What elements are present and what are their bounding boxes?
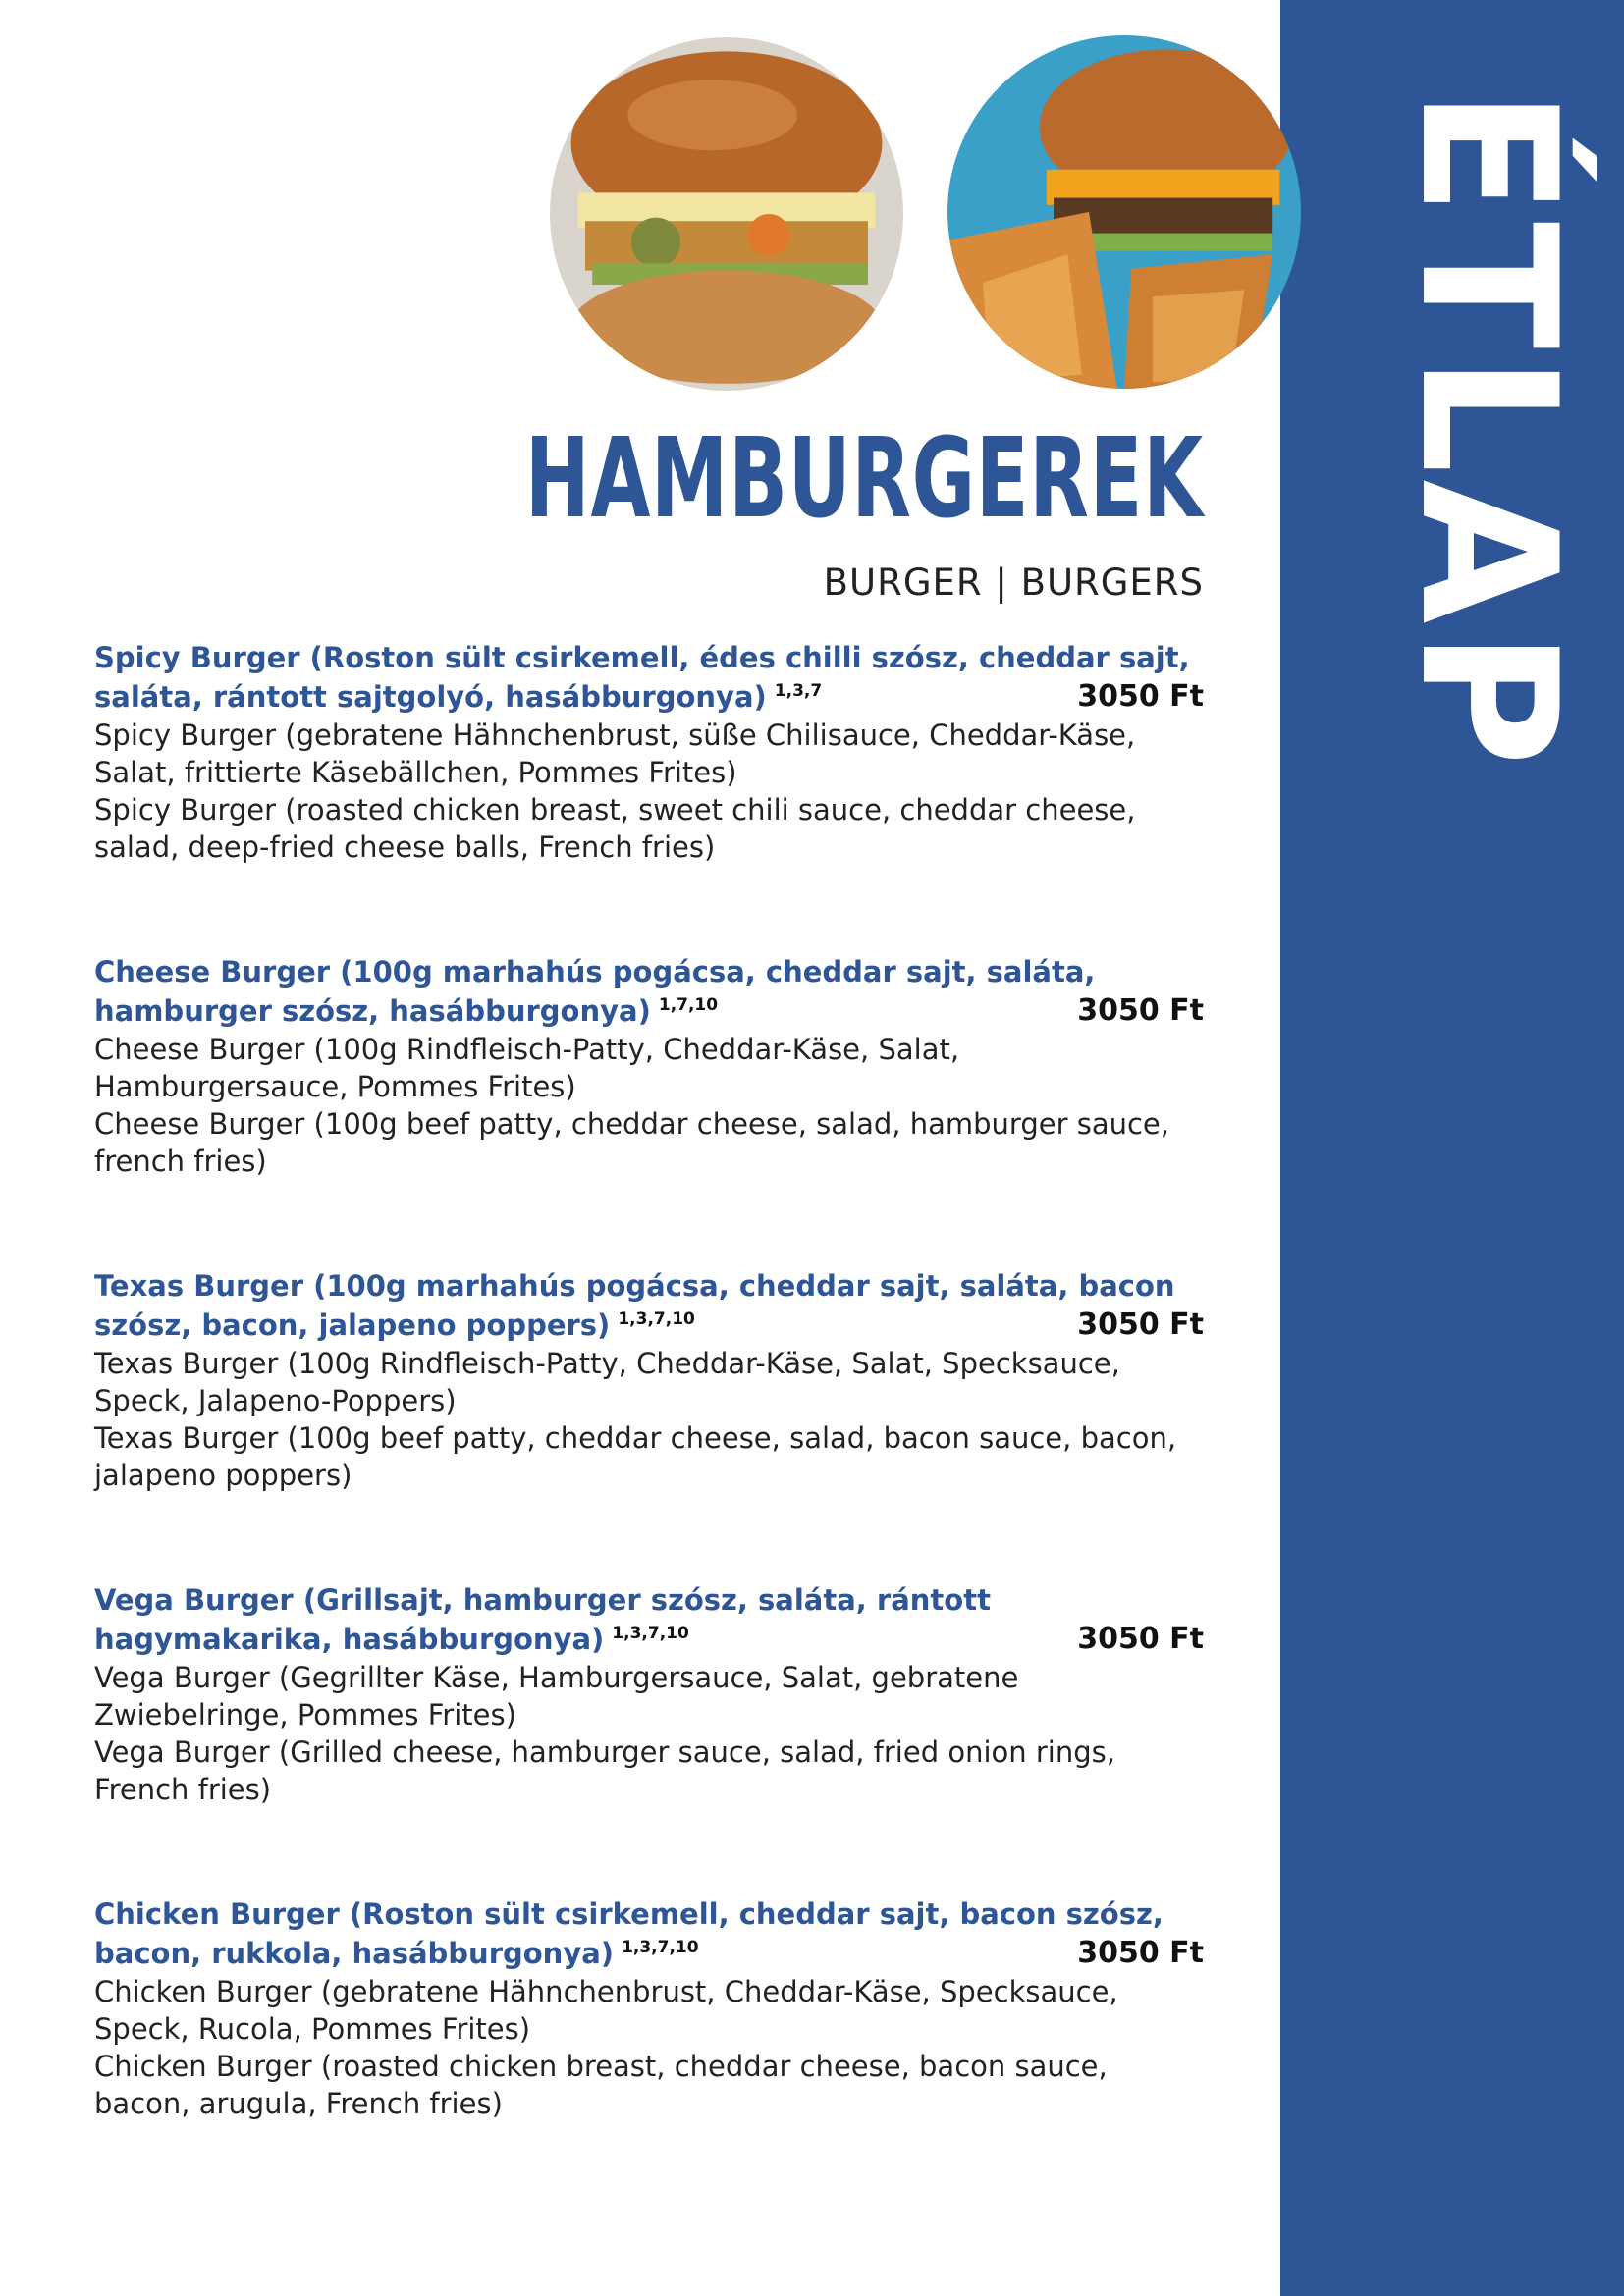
item-desc-en: Spicy Burger (roasted chicken breast, sweet chili sauce, cheddar cheese, salad, deep-fried cheese balls, French fries) <box>94 793 1136 864</box>
item-name-hu: Cheese Burger (100g marhahús pogácsa, cheddar sajt, saláta, hamburger szósz, hasábburgonya) <box>94 955 1096 1028</box>
side-title: ÉTLAP <box>1380 88 1597 773</box>
item-allergens: 1,3,7,10 <box>612 1624 689 1644</box>
item-desc-de: Chicken Burger (gebratene Hähnchenbrust, Cheddar-Käse, Specksauce, Speck, Rucola, Pommes Frites) <box>94 1975 1118 2046</box>
burger-photo-2 <box>947 35 1301 389</box>
item-desc-de: Vega Burger (Gegrillter Käse, Hamburgersauce, Salat, gebratene Zwiebelringe, Pommes Frites) <box>94 1661 1019 1732</box>
menu-items <box>94 638 1204 2209</box>
burger-with-fries-photo-icon <box>947 35 1301 389</box>
item-name-hu: Chicken Burger (Roston sült csirkemell, cheddar sajt, bacon szósz, bacon, rukkola, hasábburgonya) <box>94 1897 1164 1970</box>
menu-item <box>94 1895 1204 2122</box>
item-desc-en: Chicken Burger (roasted chicken breast, cheddar cheese, bacon sauce, bacon, arugula, French fries) <box>94 2050 1108 2120</box>
menu-item <box>94 638 1204 866</box>
item-name-hu: Texas Burger (100g marhahús pogácsa, cheddar sajt, saláta, bacon szósz, bacon, jalapeno poppers) <box>94 1269 1175 1342</box>
menu-item <box>94 952 1204 1180</box>
item-allergens: 1,3,7,10 <box>622 1938 699 1958</box>
item-name-hu: Spicy Burger (Roston sült csirkemell, édes chilli szósz, cheddar sajt, saláta, rántott sajtgolyó, hasábburgonya) <box>94 641 1190 714</box>
item-heading <box>94 638 1204 717</box>
item-desc-de: Cheese Burger (100g Rindfleisch-Patty, Cheddar-Käse, Salat, Hamburgersauce, Pommes Frites) <box>94 1033 960 1103</box>
section-title: HAMBURGEREK <box>525 415 1204 543</box>
item-allergens: 1,3,7 <box>774 681 823 702</box>
menu-item <box>94 1266 1204 1494</box>
item-allergens: 1,3,7,10 <box>618 1309 695 1330</box>
item-price: 3050 Ft <box>1077 679 1204 714</box>
item-desc-en: Texas Burger (100g beef patty, cheddar cheese, salad, bacon sauce, bacon, jalapeno poppers) <box>94 1421 1177 1492</box>
item-desc-en: Vega Burger (Grilled cheese, hamburger sauce, salad, fried onion rings, French fries) <box>94 1735 1115 1806</box>
item-heading <box>94 952 1204 1031</box>
item-desc-en: Cheese Burger (100g beef patty, cheddar cheese, salad, hamburger sauce, french fries) <box>94 1107 1169 1178</box>
item-price: 3050 Ft <box>1077 993 1204 1028</box>
item-heading <box>94 1895 1204 1973</box>
section-subtitle: BURGER | BURGERS <box>823 561 1204 604</box>
item-desc-de: Spicy Burger (gebratene Hähnchenbrust, süße Chilisauce, Cheddar-Käse, Salat, frittierte Käsebällchen, Pommes Frites) <box>94 719 1136 789</box>
burger-photo-icon <box>550 37 903 391</box>
item-price: 3050 Ft <box>1077 1308 1204 1342</box>
item-desc-de: Texas Burger (100g Rindfleisch-Patty, Cheddar-Käse, Salat, Specksauce, Speck, Jalapeno-Poppers) <box>94 1347 1120 1417</box>
item-price: 3050 Ft <box>1077 1936 1204 1970</box>
menu-item <box>94 1580 1204 1808</box>
item-heading <box>94 1580 1204 1659</box>
item-heading <box>94 1266 1204 1345</box>
item-name-hu: Vega Burger (Grillsajt, hamburger szósz, saláta, rántott hagymakarika, hasábburgonya) <box>94 1583 991 1656</box>
item-allergens: 1,7,10 <box>658 995 719 1016</box>
burger-photo-1 <box>550 37 903 391</box>
item-price: 3050 Ft <box>1077 1622 1204 1656</box>
